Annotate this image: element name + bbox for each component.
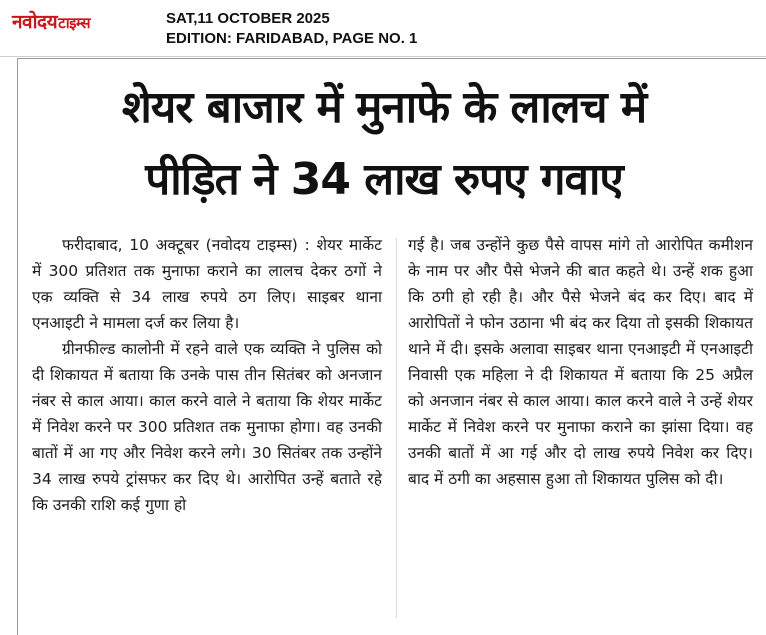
headline-line-1: शेयर बाजार में मुनाफे के लालच में bbox=[121, 82, 647, 133]
publication-date: SAT,11 OCTOBER 2025 bbox=[166, 10, 330, 27]
article-paragraph: फरीदाबाद, 10 अक्टूबर (नवोदय टाइम्स) : शेयर मार्केट में 300 प्रतिशत तक मुनाफा कराने का लालच देकर ठगों ने एक व्यक्ति से 34 लाख रुपये ठग लिए। साइबर थाना एनआइटी ने मामला दर्ज कर लिया है। bbox=[32, 236, 382, 332]
logo-text-secondary: टाइम्स bbox=[58, 14, 90, 32]
article-paragraph: ग्रीनफील्ड कालोनी में रहने वाले एक व्यक्ति ने पुलिस को दी शिकायत में बताया कि उनके पास तीन सितंबर को अनजान नंबर से काल आया। काल करने वाले ने बताया कि शेयर मार्केट में निवेश करने पर 300 प्रतिशत तक मुनाफा होगा। वह उनकी बातों में आ गए और निवेश करने लगे। 30 सितंबर तक उन्होंने 34 लाख रुपये ट्रांसफर कर दिए थे। आरोपित उन्हें बताते रहे कि उनकी राशि कई गुणा हो bbox=[32, 340, 382, 514]
headline-line-2: पीड़ित ने 34 लाख रुपए गवाए bbox=[145, 154, 623, 205]
edition-info bbox=[166, 9, 417, 49]
masthead bbox=[0, 0, 766, 57]
article-paragraph: गई है। जब उन्होंने कुछ पैसे वापस मांगे तो आरोपित कमीशन के नाम पर और पैसे भेजने की बात कहते थे। उन्हें शक हुआ कि ठगी हो रही है। और पैसे भेजने बंद कर दिए। बाद में आरोपितों ने फोन उठाना भी बंद कर दिया तो इसकी शिकायत थाने में दी। इसके अलावा साइबर थाना एनआइटी में एनआइटी निवासी एक महिला ने दी शिकायत में बताया कि 25 अप्रैल को अनजान नंबर से काल आया। काल करने वाले ने उन्हें शेयर मार्केट में निवेश करने पर मुनाफा कराने का झांसा दिया। वह उनकी बातों में आ गई और दो लाख रुपये निवेश कर दिए। बाद में ठगी का अहसास हुआ तो शिकायत पुलिस को दी। bbox=[408, 236, 753, 488]
article-column-2 bbox=[408, 232, 753, 492]
logo-text-primary: नवोदय bbox=[12, 11, 58, 33]
article-column-1 bbox=[32, 232, 382, 518]
newspaper-logo bbox=[12, 8, 90, 34]
edition-page: EDITION: FARIDABAD, PAGE NO. 1 bbox=[166, 30, 418, 47]
column-divider bbox=[396, 238, 397, 618]
article-headline bbox=[24, 72, 744, 216]
